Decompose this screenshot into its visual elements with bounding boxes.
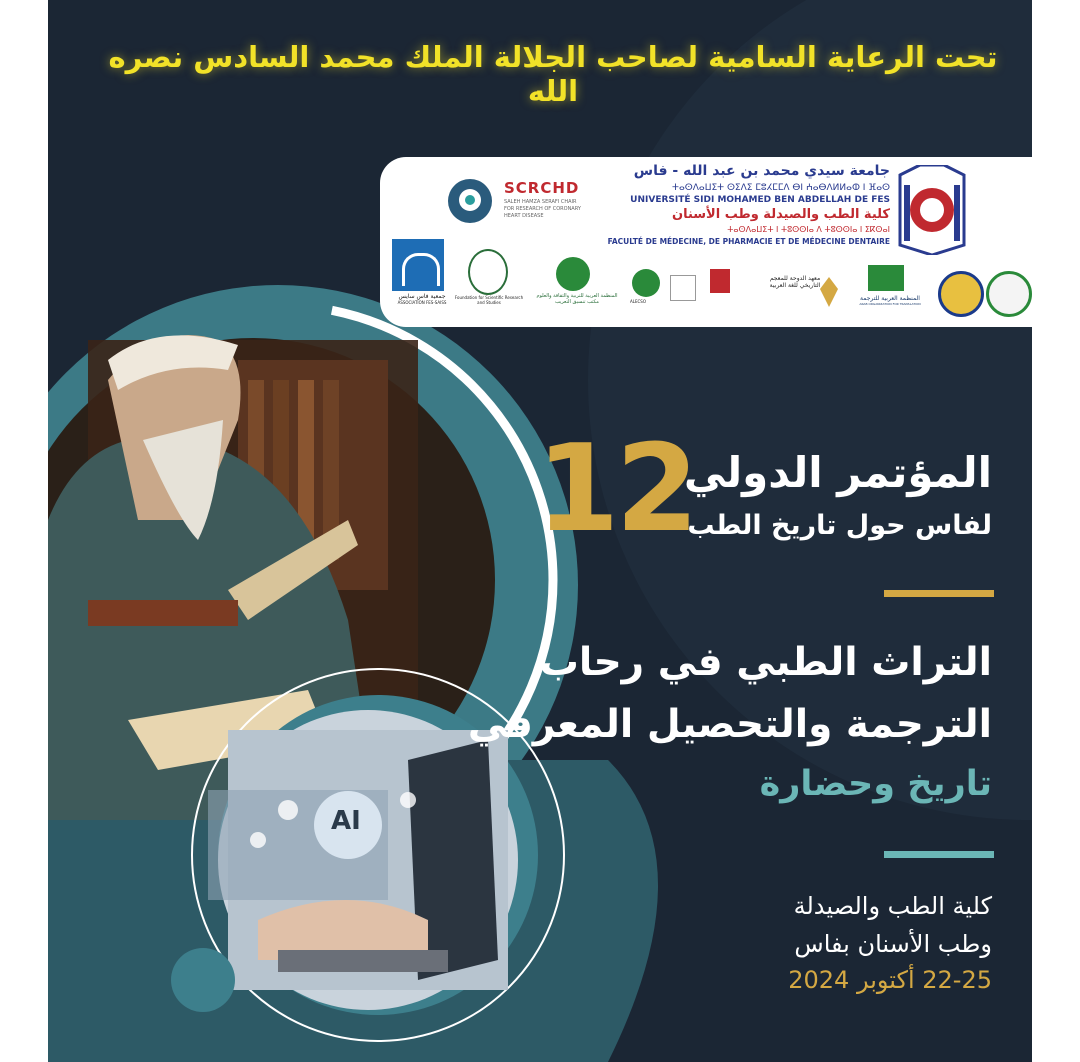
alecso-globe-icon: [556, 257, 590, 291]
teal-divider: [884, 851, 994, 858]
poster: [48, 0, 1032, 1062]
foundation-logo-icon: [468, 249, 508, 295]
aot-text: المنظمة العربية للترجمة ARAB ORGANIZATION FOR TRANSLATION: [859, 295, 921, 306]
round-logo-icon: [986, 271, 1032, 317]
fes-saiss-text: جمعية فاس سايس ASSOCIATION FES-SAISS: [397, 293, 447, 305]
conference-dates: 22-25 أكتوبر 2024: [788, 966, 992, 994]
university-crest-icon: [890, 165, 974, 255]
alecso-coordination-text: المنظمة العربية للتربية والثقافة والعلوم مكتب تنسيق التعريب: [536, 293, 618, 305]
alecso-logo-icon: [632, 269, 660, 297]
faculty-latin: FACULTÉ DE MÉDECINE, DE PHARMACIE ET DE MÉDECINE DENTAIRE: [607, 237, 890, 246]
alecso-label: ALECSO: [630, 299, 646, 304]
university-latin: UNIVERSITÉ SIDI MOHAMED BEN ABDELLAH DE FES: [630, 195, 890, 205]
university-tifinagh: ⵜⴰⵙⴷⴰⵡⵉⵜ ⵙⵉⴷⵉ ⵎⵓⵃⵎⵎⴷ ⴱⵏ ⵄⴰⴱⴷⵍⵍⴰⵀ ⵏ ⴼⴰⵙ: [672, 183, 890, 193]
conference-number: 12: [536, 420, 695, 559]
scrchd-desc: SALEH HAMZA SERAFI CHAIR FOR RESEARCH OF CORONARY HEART DISEASE: [504, 199, 581, 219]
faculty-arabic: كلية الطب والصيدلة وطب الأسنان: [671, 207, 890, 222]
faculty-tifinagh: ⵜⴰⵙⴷⴰⵡⵉⵜ ⵏ ⵜⵓⵙⵙⵏⴰ ⴷ ⵜⵓⵙⵙⵏⴰ ⵏ ⵉⴽⵙⴰⵏ: [727, 225, 890, 234]
logo-panel: [380, 157, 1032, 327]
academy-text: معهد الدوحة للمعجم التاريخي للغة العربية: [769, 275, 821, 289]
patronage-text: تحت الرعاية السامية لصاحب الجلالة الملك محمد السادس نصره الله: [108, 40, 998, 108]
gold-divider: [884, 590, 994, 597]
ai-laptop-image: [208, 730, 508, 990]
theme-line-2: الترجمة والتحصيل المعرفي: [467, 702, 992, 747]
conference-title: المؤتمر الدولي: [683, 448, 992, 497]
scrchd-name: SCRCHD: [504, 179, 580, 197]
fes-saiss-logo-icon: [392, 239, 444, 291]
university-arabic: جامعة سيدي محمد بن عبد الله - فاس: [633, 163, 890, 179]
ai-label: AI: [331, 806, 361, 836]
small-teal-dot: [171, 948, 235, 1012]
theme-line-3: تاريخ وحضارة: [759, 764, 992, 804]
small-logo-icon: [670, 275, 696, 301]
venue-line-1: كلية الطب والصيدلة: [793, 892, 992, 920]
foundation-text: Foundation for Scientific Research and Studies: [454, 295, 524, 305]
aot-logo-icon: [868, 265, 904, 291]
morocco-emblem-icon: [710, 269, 730, 293]
seal-logo-icon: [938, 271, 984, 317]
conference-subtitle: لفاس حول تاريخ الطب: [687, 510, 992, 541]
venue-line-2: وطب الأسنان بفاس: [794, 930, 992, 958]
bg-arc-large: [588, 0, 1032, 820]
heart-icon: [448, 179, 492, 223]
theme-line-1: التراث الطبي في رحاب: [539, 640, 992, 685]
